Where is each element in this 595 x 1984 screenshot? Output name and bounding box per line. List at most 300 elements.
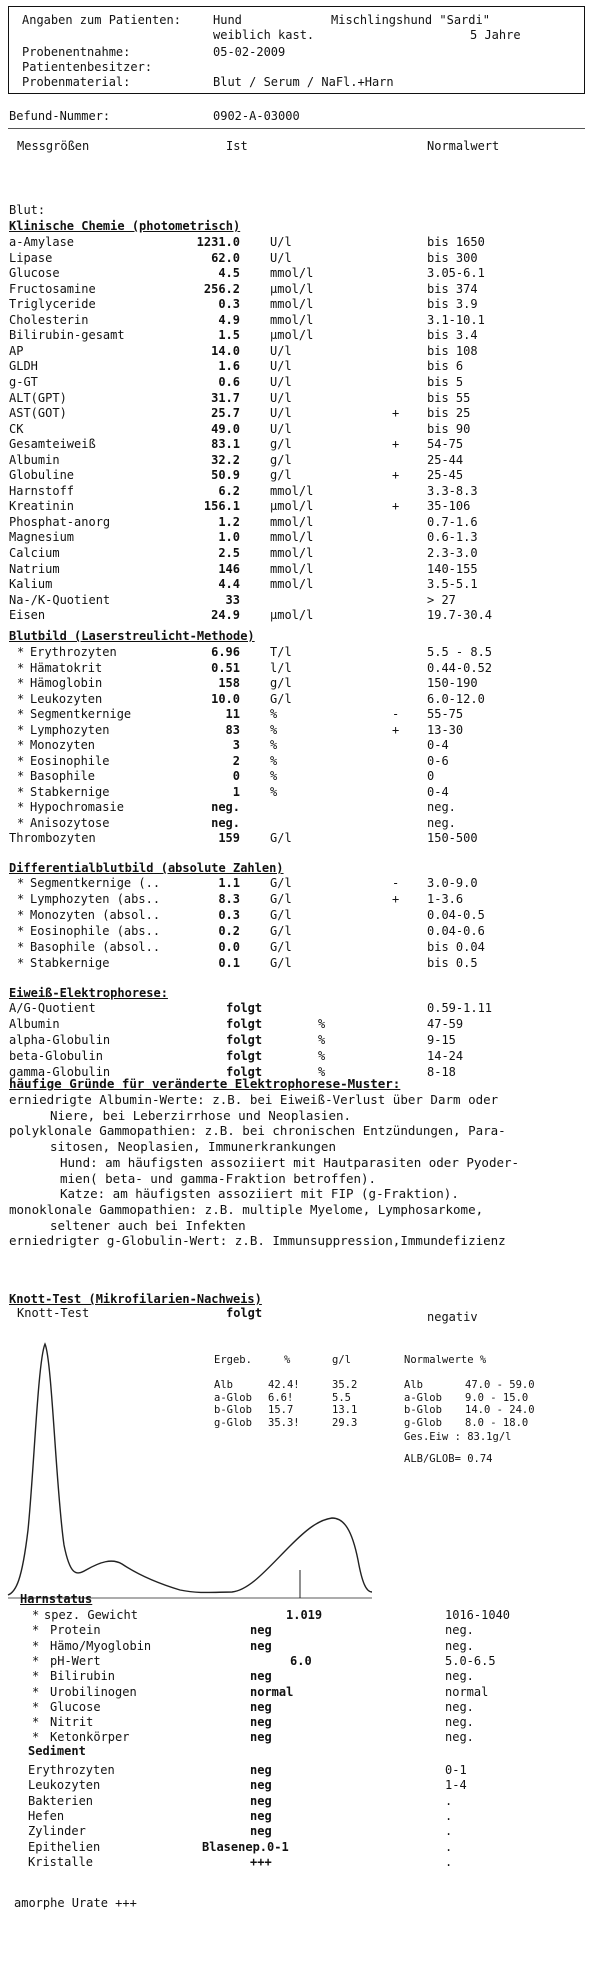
row-value: 49.0 (211, 421, 240, 436)
row-unit: U/l (270, 250, 292, 265)
row-value: 1 (232, 784, 240, 799)
row-normal: 0.44-0.52 (427, 660, 493, 675)
row-unit: U/l (270, 374, 292, 389)
table-row (0, 1016, 595, 1032)
row-value: 83.1 (211, 437, 240, 452)
table-row (0, 1638, 595, 1654)
row-normal: . (445, 1854, 453, 1869)
note-line: erniedrigte Albumin-Werte: z.B. bei Eiweiß-Verlust über Darm oder (9, 1092, 499, 1107)
row-normal: 1016-1040 (445, 1608, 511, 1622)
table-row (0, 1622, 595, 1638)
row-normal: neg. (445, 1715, 474, 1730)
row-name: Kristalle (28, 1854, 94, 1869)
row-value: neg. (211, 815, 240, 830)
row-normal: bis 3.4 (427, 328, 478, 343)
table-row (0, 891, 595, 907)
row-value: 8.3 (218, 892, 240, 906)
row-star: * (17, 892, 25, 906)
table-row (0, 660, 595, 676)
row-normal: . (445, 1808, 453, 1823)
note-line: Niere, bei Leberzirrhose und Neoplasien. (50, 1107, 352, 1123)
row-normal: 1-4 (445, 1778, 467, 1793)
normal-fraction: a-Glob (404, 1391, 442, 1404)
table-row (0, 1777, 595, 1793)
results-header: % (284, 1354, 291, 1366)
knott-value: folgt (226, 1306, 263, 1320)
table-row (0, 1714, 595, 1730)
row-normal: bis 5 (427, 374, 464, 389)
row-normal: 19.7-30.4 (427, 608, 493, 623)
row-name: Stabkernige (30, 784, 110, 799)
row-name: Erythrozyten (30, 645, 117, 659)
row-value: 1.019 (286, 1608, 323, 1622)
row-name: Segmentkernige (30, 707, 132, 721)
row-value: 256.2 (203, 281, 240, 296)
row-value: 1.0 (218, 530, 240, 545)
result-fraction: g-Glob (214, 1416, 252, 1429)
row-name: CK (9, 421, 24, 436)
row-name: Globuline (9, 468, 75, 483)
table-row (0, 675, 595, 691)
row-normal: bis 300 (427, 250, 478, 265)
row-normal: 5.5 - 8.5 (427, 645, 493, 659)
row-normal: 14-24 (427, 1049, 464, 1063)
table-row (0, 250, 595, 266)
row-value: 2 (232, 753, 240, 768)
table-row (0, 327, 595, 343)
result-gl: 5.5 (332, 1391, 351, 1404)
table-row (0, 498, 595, 514)
table-row (0, 1607, 595, 1623)
row-star: * (17, 800, 25, 814)
table-row (0, 1000, 595, 1016)
table-row (0, 737, 595, 753)
row-name: Protein (50, 1623, 101, 1638)
row-unit: mmol/l (270, 530, 314, 545)
row-unit: % (270, 722, 278, 737)
row-normal: 150-190 (427, 676, 478, 690)
row-normal: bis 0.04 (427, 940, 485, 954)
row-normal: bis 90 (427, 421, 471, 436)
row-normal: 0.6-1.3 (427, 530, 478, 545)
results-header: g/l (332, 1354, 351, 1366)
row-star: * (17, 722, 25, 737)
row-name: ALT(GPT) (9, 390, 67, 405)
row-unit: G/l (270, 956, 292, 970)
row-name: Na-/K-Quotient (9, 592, 111, 607)
row-star: * (17, 769, 25, 783)
table-row (0, 830, 595, 846)
row-normal: 13-30 (427, 722, 464, 737)
row-normal: bis 374 (427, 281, 478, 296)
row-unit: mmol/l (270, 266, 314, 281)
electropherogram (0, 1330, 595, 1620)
row-value: neg (250, 1808, 272, 1823)
row-normal: normal (445, 1684, 489, 1699)
row-value: 2.5 (218, 546, 240, 560)
row-normal: 0.7-1.6 (427, 514, 478, 529)
row-normal: 6.0-12.0 (427, 691, 485, 706)
result-percent: 42.4! (268, 1379, 300, 1391)
note-line: sitosen, Neoplasien, Immunerkrankungen (50, 1139, 336, 1155)
chemistry-title: Klinische Chemie (photometrisch) (9, 219, 241, 233)
row-normal: 5.0-6.5 (445, 1653, 496, 1668)
row-flag: + (392, 892, 400, 906)
total-protein: Ges.Eiw : 83.1g/l (404, 1431, 512, 1443)
material: Blut / Serum / NaFl.+Harn (213, 75, 394, 89)
row-name: Albumin (9, 452, 60, 467)
row-unit: g/l (270, 437, 292, 452)
row-flag: + (392, 437, 400, 452)
row-value: 1.2 (218, 514, 240, 529)
table-row (0, 1839, 595, 1855)
row-name: GLDH (9, 359, 38, 374)
row-value: folgt (226, 1001, 263, 1015)
row-normal: . (445, 1839, 453, 1854)
row-name: Fructosamine (9, 281, 96, 296)
row-name: Ketonkörper (50, 1730, 130, 1745)
row-unit: % (270, 738, 278, 752)
row-star: * (17, 784, 25, 799)
alb-glob-ratio: ALB/GLOB= 0.74 (404, 1453, 493, 1465)
row-value: 32.2 (211, 452, 240, 467)
row-name: AP (9, 343, 24, 358)
row-name: Epithelien (28, 1839, 101, 1854)
row-unit: G/l (270, 691, 292, 706)
table-row (0, 576, 595, 592)
row-value: 0.3 (218, 908, 240, 922)
row-value: 0 (232, 769, 240, 783)
table-row (0, 1699, 595, 1715)
row-star: * (32, 1669, 40, 1684)
row-unit: µmol/l (270, 499, 314, 514)
row-value: 6.2 (218, 483, 240, 498)
row-unit: % (318, 1017, 326, 1031)
normal-fraction: Alb (404, 1379, 423, 1391)
row-value: 33 (225, 592, 240, 607)
table-row (0, 939, 595, 955)
row-name: Leukozyten (30, 691, 103, 706)
row-normal: neg. (445, 1699, 474, 1714)
befund-label: Befund-Nummer: (9, 109, 111, 123)
row-normal: 3.1-10.1 (427, 312, 485, 327)
row-normal: . (445, 1793, 453, 1808)
breed: Mischlingshund "Sardi" (331, 13, 490, 27)
row-value: 156.1 (203, 499, 240, 514)
row-name: Stabkernige (30, 956, 110, 970)
row-unit: mmol/l (270, 546, 314, 560)
row-name: Glucose (9, 266, 60, 281)
row-name: gamma-Globulin (9, 1065, 111, 1079)
row-star: * (17, 924, 25, 938)
row-normal: bis 6 (427, 359, 464, 374)
row-name: Erythrozyten (28, 1763, 115, 1777)
row-value: 146 (218, 561, 240, 576)
row-unit: U/l (270, 421, 292, 436)
row-unit: % (318, 1065, 326, 1079)
table-row (0, 265, 595, 281)
row-star: * (32, 1730, 40, 1745)
sediment-title: Sediment (28, 1744, 86, 1758)
row-unit: G/l (270, 924, 292, 938)
row-value: 6.96 (211, 645, 240, 659)
table-row (0, 753, 595, 769)
row-normal: 3.0-9.0 (427, 876, 478, 890)
row-name: Cholesterin (9, 312, 89, 327)
row-normal: 3.3-8.3 (427, 483, 478, 498)
row-normal: neg. (427, 815, 456, 830)
row-unit: g/l (270, 676, 292, 690)
table-row (0, 234, 595, 250)
row-value: 6.0 (290, 1653, 312, 1668)
row-name: Hämo/Myoglobin (50, 1638, 152, 1653)
row-unit: l/l (270, 660, 292, 675)
table-row (0, 358, 595, 374)
table-row (0, 1668, 595, 1684)
row-normal: neg. (445, 1623, 474, 1638)
row-value: +++ (250, 1854, 272, 1869)
row-value: 0.0 (218, 940, 240, 954)
result-percent: 35.3! (268, 1416, 300, 1429)
befund-number: 0902-A-03000 (213, 109, 300, 123)
row-normal: 47-59 (427, 1017, 464, 1031)
electropherogram-curve (8, 1344, 372, 1595)
row-star: * (32, 1623, 40, 1638)
row-normal: 8-18 (427, 1065, 456, 1079)
table-row (0, 1854, 595, 1870)
row-star: * (17, 676, 25, 690)
row-value: 31.7 (211, 390, 240, 405)
row-normal: bis 3.9 (427, 297, 478, 312)
table-row (0, 452, 595, 468)
harn-title: Harnstatus (20, 1592, 93, 1606)
row-normal: 25-44 (427, 452, 464, 467)
row-normal: bis 55 (427, 390, 471, 405)
row-normal: > 27 (427, 592, 456, 607)
differential-title: Differentialblutbild (absolute Zahlen) (9, 861, 284, 875)
row-star: * (17, 707, 25, 721)
row-star: * (17, 940, 25, 954)
row-name: alpha-Globulin (9, 1033, 111, 1047)
normal-range: 47.0 - 59.0 (465, 1379, 535, 1391)
row-value: 4.5 (218, 266, 240, 281)
normal-range: 8.0 - 18.0 (465, 1416, 529, 1429)
results-header: Ergeb. (214, 1354, 252, 1366)
row-name: Nitrit (50, 1715, 94, 1730)
row-name: pH-Wert (50, 1653, 101, 1668)
row-value: 3 (232, 738, 240, 752)
row-value: 24.9 (211, 608, 240, 623)
row-name: Gesamteiweiß (9, 437, 96, 452)
row-name: Bakterien (28, 1793, 94, 1808)
row-normal: 3.05-6.1 (427, 266, 485, 281)
row-unit: % (318, 1033, 326, 1047)
row-normal: 0.04-0.5 (427, 908, 485, 922)
table-row (0, 815, 595, 831)
row-flag: + (392, 499, 400, 514)
table-row (0, 1684, 595, 1700)
row-value: neg (250, 1824, 272, 1839)
row-name: Thrombozyten (9, 831, 96, 845)
row-unit: % (270, 753, 278, 768)
table-row (0, 281, 595, 297)
table-row (0, 545, 595, 561)
row-name: Basophile (absol.. (30, 940, 161, 954)
row-normal: bis 25 (427, 406, 471, 421)
row-normal: 9-15 (427, 1033, 456, 1047)
row-name: Leukozyten (28, 1778, 101, 1793)
row-value: 4.4 (218, 577, 240, 592)
knott-normal: negativ (427, 1310, 478, 1324)
row-star: * (32, 1608, 40, 1622)
row-star: * (17, 691, 25, 706)
row-unit: µmol/l (270, 281, 314, 296)
age: 5 Jahre (470, 28, 521, 42)
table-row (0, 722, 595, 738)
row-flag: - (392, 707, 400, 721)
row-value: folgt (226, 1049, 263, 1063)
result-percent: 15.7 (268, 1404, 294, 1416)
row-value: 0.6 (218, 374, 240, 389)
row-value: neg (250, 1638, 272, 1653)
table-row (0, 706, 595, 722)
row-normal: . (445, 1824, 453, 1839)
row-star: * (32, 1653, 40, 1668)
table-row (0, 561, 595, 577)
table-row (0, 784, 595, 800)
table-row (0, 467, 595, 483)
row-unit: mmol/l (270, 561, 314, 576)
row-flag: + (392, 722, 400, 737)
row-value: neg (250, 1623, 272, 1638)
table-row (0, 1032, 595, 1048)
row-flag: - (392, 876, 400, 890)
row-normal: 0-6 (427, 753, 449, 768)
row-value: 1.6 (218, 359, 240, 374)
row-name: Basophile (30, 769, 96, 783)
table-row (0, 644, 595, 660)
result-gl: 35.2 (332, 1379, 358, 1391)
row-normal: 0 (427, 769, 435, 783)
row-star: * (17, 645, 25, 659)
row-star: * (17, 956, 25, 970)
knott-name: Knott-Test (17, 1306, 90, 1320)
row-unit: mmol/l (270, 297, 314, 312)
table-row (0, 343, 595, 359)
table-row (0, 923, 595, 939)
table-row (0, 1729, 595, 1745)
note-line: seltener auch bei Infekten (50, 1217, 246, 1233)
row-unit: U/l (270, 390, 292, 405)
row-value: neg (250, 1669, 272, 1684)
elektrophorese-title: Eiweiß-Elektrophorese: (9, 986, 168, 1000)
blood-label: Blut: (9, 203, 46, 217)
row-value: 50.9 (211, 468, 240, 483)
table-row (0, 1793, 595, 1809)
row-normal: 54-75 (427, 437, 464, 452)
row-name: A/G-Quotient (9, 1001, 96, 1015)
table-row (0, 312, 595, 328)
row-value: 0.51 (211, 660, 240, 675)
table-row (0, 436, 595, 452)
row-normal: bis 108 (427, 343, 478, 358)
row-unit: mmol/l (270, 483, 314, 498)
row-value: 0.1 (218, 956, 240, 970)
row-value: neg (250, 1699, 272, 1714)
row-value: 14.0 (211, 343, 240, 358)
row-name: Glucose (50, 1699, 101, 1714)
row-value: neg (250, 1793, 272, 1808)
row-unit: U/l (270, 406, 292, 421)
table-row (0, 691, 595, 707)
row-name: Lymphozyten (abs.. (30, 892, 161, 906)
row-normal: 150-500 (427, 831, 478, 845)
normal-fraction: b-Glob (404, 1404, 442, 1416)
row-normal: neg. (445, 1730, 474, 1745)
table-row (0, 1823, 595, 1839)
result-gl: 29.3 (332, 1416, 358, 1429)
result-gl: 13.1 (332, 1404, 358, 1416)
row-unit: mmol/l (270, 577, 314, 592)
row-value: folgt (226, 1065, 263, 1079)
row-normal: 0-4 (427, 784, 449, 799)
row-name: Aniso​zytose (30, 815, 110, 830)
table-row (0, 1762, 595, 1778)
row-name: Hefen (28, 1808, 65, 1823)
row-name: AST(GOT) (9, 406, 67, 421)
row-name: Hypochromasie (30, 800, 124, 814)
row-star: * (17, 738, 25, 752)
blutbild-title: Blutbild (Laserstreulicht-Methode) (9, 629, 255, 643)
row-unit: U/l (270, 343, 292, 358)
table-row (0, 405, 595, 421)
row-name: Monozyten (30, 738, 96, 752)
note-line: monoklonale Gammopathien: z.B. multiple Myelome, Lymphosarkome, (9, 1201, 484, 1217)
row-name: Hämatokrit (30, 660, 103, 675)
row-normal: 35-106 (427, 499, 471, 514)
row-name: a-Amylase (9, 235, 75, 249)
row-star: * (32, 1715, 40, 1730)
row-unit: U/l (270, 359, 292, 374)
note-line: polyklonale Gammopathien: z.B. bei chronischen Entzündungen, Para- (9, 1123, 506, 1139)
normal-range: 9.0 - 15.0 (465, 1391, 529, 1404)
table-row (0, 1048, 595, 1064)
row-star: * (17, 753, 25, 768)
table-row (0, 296, 595, 312)
row-star: * (17, 908, 25, 922)
row-unit: % (318, 1049, 326, 1063)
table-row (0, 529, 595, 545)
result-percent: 6.6! (268, 1391, 294, 1404)
row-name: Kreatinin (9, 499, 75, 514)
row-unit: G/l (270, 831, 292, 845)
row-star: * (32, 1699, 40, 1714)
row-value: 0.2 (218, 924, 240, 938)
table-row (0, 607, 595, 623)
row-name: Harnstoff (9, 483, 75, 498)
normal-range: 14.0 - 24.0 (465, 1404, 535, 1416)
row-star: * (32, 1684, 40, 1699)
row-name: Urobilinogen (50, 1684, 137, 1699)
result-fraction: b-Glob (214, 1404, 252, 1416)
row-unit: G/l (270, 908, 292, 922)
row-unit: U/l (270, 235, 292, 249)
row-normal: 0-1 (445, 1763, 467, 1777)
row-name: beta-Globulin (9, 1049, 103, 1063)
row-normal: neg. (445, 1669, 474, 1684)
sample-date-label: Probenentnahme: (22, 45, 131, 59)
row-name: Triglyceride (9, 297, 96, 312)
